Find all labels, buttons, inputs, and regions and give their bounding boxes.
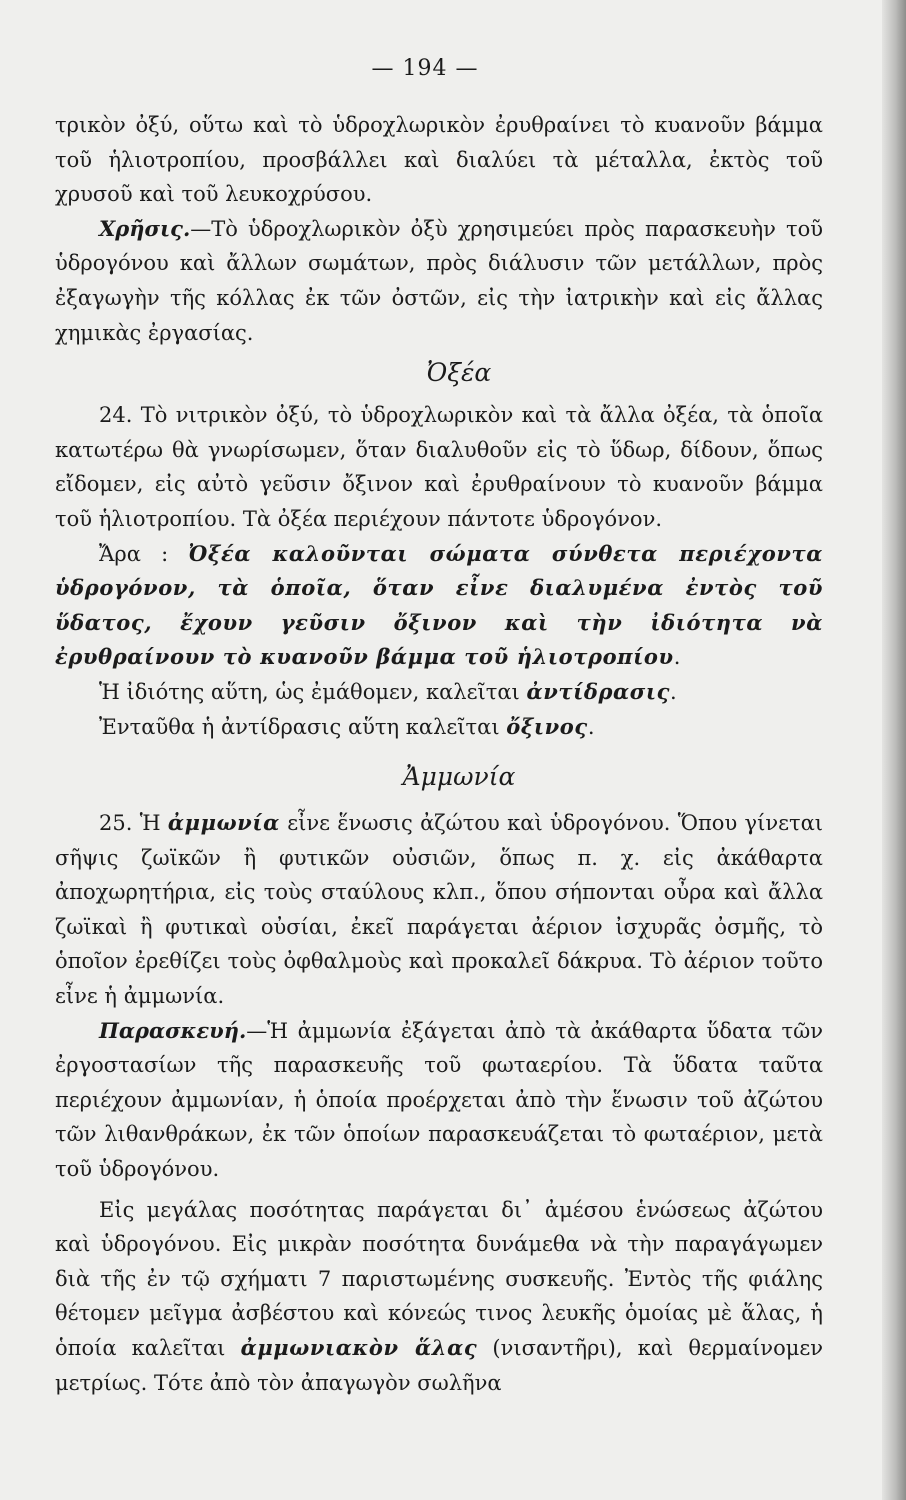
section-heading-ammonia: Ἀμμωνία	[402, 762, 516, 792]
uses-text: —Τὸ ὑδροχλωρικὸν ὀξὺ χρησιμεύει πρὸς παρασκευὴν τοῦ ὑδρογόνου καὶ ἄλλων σωμάτων, πρὸς διάλυσιν τῶν μετάλλων, πρὸς ἐξαγωγὴν τῆς κόλλας ἐκ τῶν ὀστῶν, εἰς τὴν ἰατρικὴν καὶ εἰς ἄλλας χημικὰς ἐργασίας.	[55, 216, 823, 345]
reaction-term: ἀντίδρασις	[526, 678, 671, 704]
reaction-end: .	[670, 679, 677, 704]
definition-end: .	[673, 645, 681, 670]
paragraph-24: 24. Τὸ νιτρικὸν ὀξύ, τὸ ὑδροχλωρικὸν καὶ τὰ ἄλλα ὀξέα, τὰ ὁποῖα κατωτέρω θὰ γνωρίσωμεν, ὅταν διαλυθοῦν εἰς τὸ ὕδωρ, δίδουν, ὅπως εἴδομεν, εἰς αὐτὸ γεῦσιν ὄξινον καὶ ἐρυθραίνουν τὸ κυανοῦν βάμμα τοῦ ἡλιοτροπίου. Τὰ ὀξέα περιέχουν πάντοτε ὑδρογόνον.	[55, 403, 823, 531]
definition-bold: Ὀξέα καλοῦνται σώματα σύνθετα περιέχοντα ὑδρογόνον, τὰ ὁποῖα, ὅταν εἶνε διαλυμένα ἐντὸς τοῦ ὕδατος, ἔχουν γεῦσιν ὄξινον καὶ τὴν ἰδιότητα νὰ ἐρυθραίνουν τὸ κυανοῦν βάμμα τοῦ ἡλιοτροπίου	[55, 540, 823, 670]
p25-term: ἀμμωνία	[167, 810, 280, 836]
definition-lead: Ἄρα :	[99, 541, 189, 566]
p25-text: εἶνε ἕνωσις ἀζώτου καὶ ὑδρογόνου. Ὅπου γίνεται σῆψις ζωϊκῶν ἢ φυτικῶν οὐσιῶν, ὅπως π. χ. εἰς ἀκάθαρτα ἀποχωρητήρια, εἰς τοὺς σταύλους κλπ., ὅπου σήπονται οὖρα καὶ ἄλλα ζωϊκαὶ ἢ φυτικαὶ οὐσίαι, ἐκεῖ παράγεται ἀέριον ἰσχυρᾶς ὀσμῆς, τὸ ὁποῖον ἐρεθίζει τοὺς ὀφθαλμοὺς καὶ προκαλεῖ δάκρυα. Τὸ ἀέριον τοῦτο εἶνε ἡ ἀμμωνία.	[55, 811, 823, 1009]
uses-label: Χρῆσις.	[99, 215, 191, 241]
acidic-end: .	[587, 714, 595, 739]
quantities-end: (νισαντῆρι), καὶ θερμαίνομεν μετρίως. Τότε ἀπὸ τὸν ἀπαγωγὸν σωλῆνα	[55, 1336, 824, 1395]
ammonium-salt-term: ἀμμωνιακὸν ἅλας	[240, 1335, 478, 1360]
paragraph-reaction	[55, 675, 823, 710]
section-heading-acids: Ὀξέα	[426, 358, 492, 388]
paragraph-25	[55, 806, 823, 1014]
preparation-text: —Ἡ ἀμμωνία ἐξάγεται ἀπὸ τὰ ἀκάθαρτα ὕδατα τῶν ἐργοστασίων τῆς παρασκευῆς τοῦ φωταερίου. Τὰ ὕδατα ταῦτα περιέχουν ἀμμωνίαν, ἡ ὁποία προέρχεται ἀπὸ τὴν ἕνωσιν τοῦ ἀζώτου τῶν λιθανθράκων, ἐκ τῶν ὁποίων παρασκευάζεται τὸ φωταέριον, μετὰ τοῦ ὑδρογόνου.	[55, 1018, 823, 1182]
paragraph-acidic	[55, 710, 823, 745]
paragraph-preparation	[55, 1014, 823, 1187]
paragraph-definition	[55, 537, 823, 675]
paragraph-quantities	[55, 1193, 823, 1401]
p25-lead: 25. Ἡ	[99, 811, 168, 836]
book-gutter-shadow	[882, 0, 906, 1500]
page-number: — 194 —	[371, 56, 479, 81]
acidic-term: ὄξινος	[506, 713, 588, 739]
preparation-label: Παρασκευή.	[99, 1017, 247, 1043]
page-body	[55, 108, 823, 1400]
acidic-text: Ἐνταῦθα ἡ ἀντίδρασις αὕτη καλεῖται	[99, 714, 507, 739]
paragraph-continuation: τρικὸν ὀξύ, οὕτω καὶ τὸ ὑδροχλωρικὸν ἐρυθραίνει τὸ κυανοῦν βάμμα τοῦ ἡλιοτροπίου, προσβάλλει καὶ διαλύει τὰ μέταλλα, ἐκτὸς τοῦ χρυσοῦ καὶ τοῦ λευκοχρύσου.	[55, 113, 823, 207]
quantities-text: Εἰς μεγάλας ποσότητας παράγεται δι᾽ ἀμέσου ἑνώσεως ἀζώτου καὶ ὑδρογόνου. Εἰς μικρὰν ποσότητα δυνάμεθα νὰ τὴν παραγάγωμεν διὰ τῆς ἐν τῷ σχήματι 7 παριστωμένης συσκευῆς. Ἐντὸς τῆς φιάλης θέτομεν μεῖγμα ἀσβέστου καὶ κόνεώς τινος λευκῆς ὁμοίας μὲ ἅλας, ἡ ὁποία καλεῖται	[55, 1197, 823, 1360]
paragraph-uses	[55, 212, 823, 350]
reaction-text: Ἡ ἰδιότης αὕτη, ὡς ἐμάθομεν, καλεῖται	[99, 679, 527, 704]
